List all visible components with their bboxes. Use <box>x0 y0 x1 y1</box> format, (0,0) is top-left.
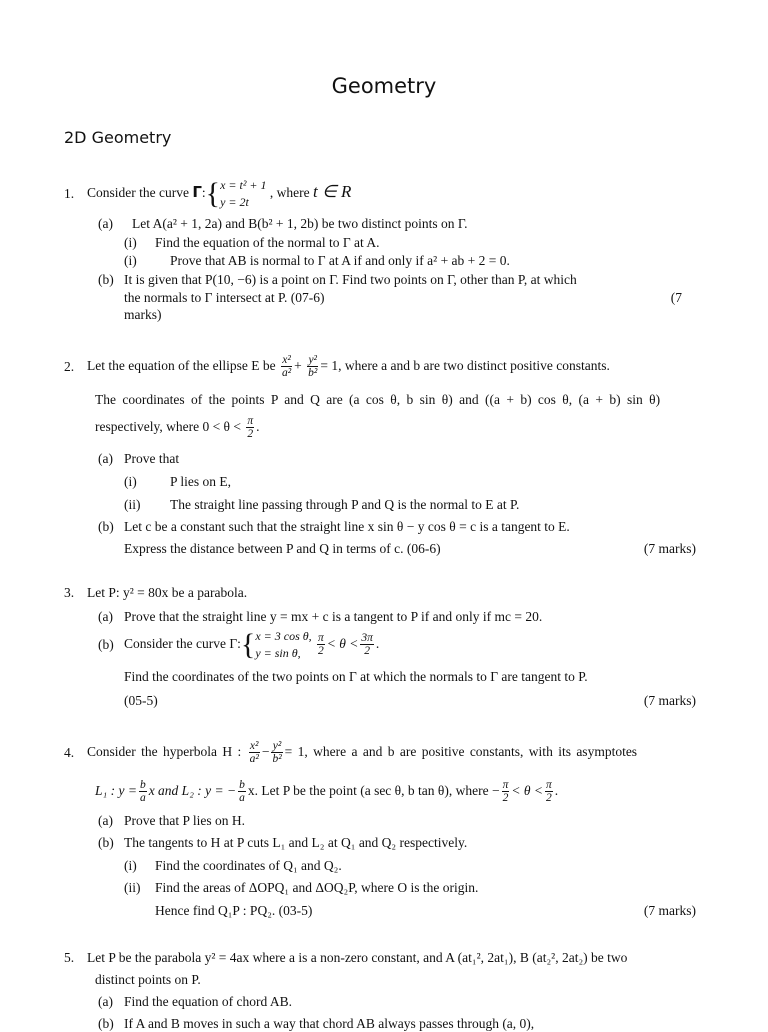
fraction-y2-b2: $\frac{\text{y²}}{\text{b²}}$ <box>308 354 318 380</box>
q2-part-b-line2: Express the distance between P and Q in terms of c. (06-6) <box>124 541 441 556</box>
q1-part-a-ii: Prove that AB is normal to Γ at A if and only if a² + ab + 2 = 0. <box>170 253 510 268</box>
q2-part-b: Let c be a constant such that the straight line x sin θ − y cos θ = c is a tangent to E. <box>124 519 570 534</box>
q1-part-a: Let A(a² + 1, 2a) and B(b² + 1, 2b) be two distinct points on Γ. <box>132 216 468 231</box>
gamma-symbol: Γ <box>192 183 202 201</box>
q2-stem: Let the equation of the ellipse E be $\frac{\text{x²}}{\text{a²}}$ + $\frac{\text{y²}}{\text{b²}}$ = 1, where a and b are two distinct positive constants. <box>87 354 610 380</box>
q1-marks-open: (7 <box>670 290 682 305</box>
q2-line3: respectively, where 0 < θ < $\frac{\pi}{2}$ . <box>95 415 260 441</box>
q1-system: x = t² + 1 y = 2t <box>220 177 267 209</box>
q4-line2: L₁ : y = $\frac{b}{a}$ x and L₂ : y = − $\frac{b}{a}$ x. Let P be the point (a sec θ, b tan θ), where − $\frac{\pi}{2}$ < θ < $\frac{\pi}{2}$ . <box>95 779 559 805</box>
page-title: Geometry <box>331 74 437 98</box>
q1-marks-close: marks) <box>124 307 162 322</box>
q3-part-a: Prove that the straight line y = mx + c is a tangent to P if and only if mc = 20. <box>124 609 543 624</box>
brace-icon: { <box>205 176 221 210</box>
q2-marks: (7 marks) <box>643 541 696 556</box>
q4-stem: Consider the hyperbola H : $\frac{\text{x²}}{\text{a²}}$ − $\frac{\text{y²}}{\text{b²}}$ = 1, where a and b are positive constants, with its asymptotes <box>87 740 638 766</box>
q5-stem: Let P be the parabola y² = 4ax where a is a non-zero constant, and A (at₁², 2at₁), B (at₂², 2at₂) be two <box>87 950 628 965</box>
q1-number: 1. <box>64 186 75 201</box>
q3-system: x = 3 cos θ, y = sin θ, <box>255 628 312 660</box>
q1-part-a-i: Find the equation of the normal to Γ at A. <box>155 235 380 250</box>
q2-line2: The coordinates of the points P and Q are (a cos θ, b sin θ) and ((a + b) cos θ, (a + b) sin θ) <box>95 392 661 407</box>
q3-part-b: Consider the curve Γ:{ x = 3 cos θ, y = sin θ, $\frac{\pi}{2}$ < θ < $\frac{3\pi}{2}$ . <box>124 627 380 661</box>
section-heading: 2D Geometry <box>64 128 172 147</box>
fraction-x2-a2: $\frac{\text{x²}}{\text{a²}}$ <box>281 354 292 380</box>
q3-stem: Let P: y² = 80x be a parabola. <box>87 585 248 600</box>
q3-marks: (7 marks) <box>643 693 696 708</box>
q1-part-b-line2: the normals to Γ intersect at P. (07-6) <box>124 290 325 305</box>
brace-icon: { <box>240 627 256 661</box>
q4-marks: (7 marks) <box>643 903 696 918</box>
q1-stem: Consider the curve Γ:{ x = t² + 1 y = 2t , where t ∈ R <box>87 176 352 210</box>
q1-part-b-line1: It is given that P(10, −6) is a point on Γ. Find two points on Γ, other than P, at which <box>124 272 577 287</box>
q3-line3: Find the coordinates of the two points on Γ at which the normals to Γ are tangent to P. <box>124 669 588 684</box>
q4-part-b: The tangents to H at P cuts L₁ and L₂ at Q₁ and Q₂ respectively. <box>124 835 468 850</box>
